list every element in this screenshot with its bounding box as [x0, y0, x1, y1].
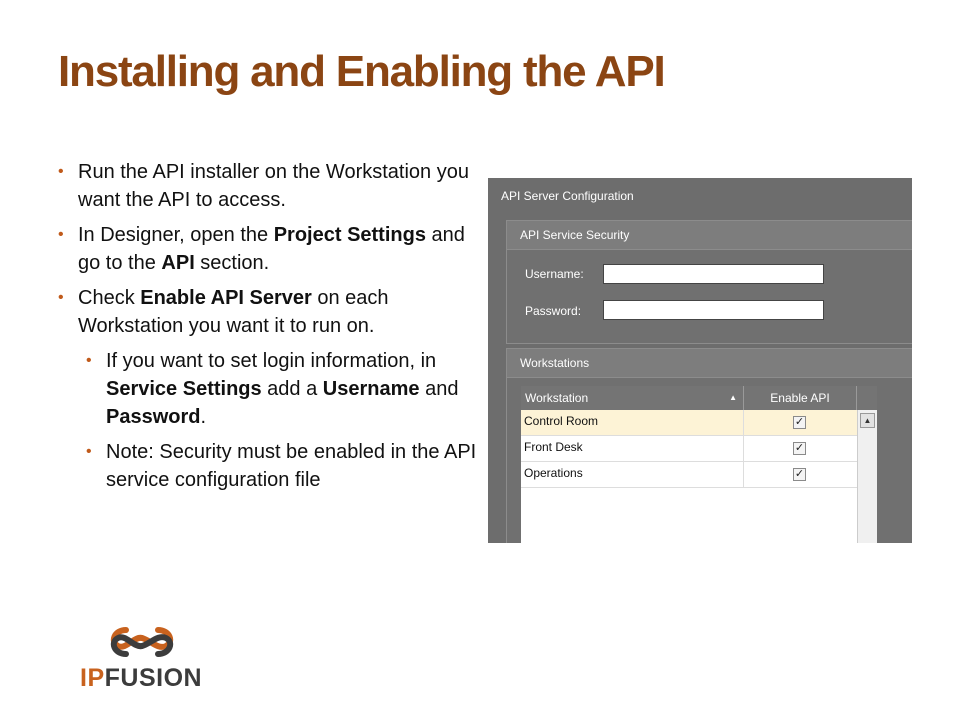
sort-asc-icon: ▲ [729, 393, 737, 402]
bullet-text-segment: and go to the [78, 224, 465, 274]
column-header-enable-api[interactable] [744, 386, 857, 410]
ipfusion-knot-icon [80, 620, 210, 664]
password-input[interactable] [603, 300, 824, 320]
bullet-text-segment: add a [261, 378, 323, 400]
bullet-text-segment: Run the API installer on the Workstation you want the API to access. [78, 161, 469, 211]
bullet-text-segment: API [161, 252, 195, 274]
workstation-name: Operations [521, 462, 744, 488]
api-service-security-group [506, 220, 912, 344]
bullet-text-segment: In Designer, open the [78, 224, 274, 246]
api-server-configuration-panel [488, 178, 912, 543]
bullet-text-segment: Service Settings [106, 378, 262, 400]
workstations-header: Workstations [507, 349, 912, 378]
enable-api-cell [744, 436, 857, 462]
bullet-text-segment: Enable API Server [140, 287, 312, 309]
enable-api-checkbox[interactable]: ✓ [794, 442, 805, 454]
logo-text-fusion: FUSION [104, 664, 203, 692]
bullet-text-segment: section. [194, 252, 270, 274]
bullet-enable-api-server [58, 284, 478, 340]
enable-api-cell [744, 410, 857, 436]
bullet-text-segment: Check [78, 287, 141, 309]
column-header-workstation[interactable] [521, 386, 744, 410]
workstation-name: Control Room [521, 410, 744, 436]
bullet-login-information [86, 347, 478, 431]
slide-title: Installing and Enabling the API [58, 47, 665, 96]
bullet-text-segment: and [419, 378, 459, 400]
enable-api-checkbox[interactable]: ✓ [794, 468, 805, 480]
panel-title: API Server Configuration [501, 189, 634, 203]
password-label: Password: [525, 304, 582, 318]
logo-text-ip: IP [80, 664, 105, 692]
username-input[interactable] [603, 264, 824, 284]
bullet-text-segment: . [200, 406, 207, 428]
api-service-security-header: API Service Security [507, 221, 912, 250]
workstations-grid [521, 386, 877, 543]
bullet-run-installer [58, 158, 478, 214]
workstation-name: Front Desk [521, 436, 744, 462]
bullet-text-segment: Project Settings [273, 224, 426, 246]
column-header-enable-api-label: Enable API [770, 391, 830, 405]
enable-api-cell [744, 462, 857, 488]
bullet-text-segment: Username [322, 378, 420, 400]
bullet-list [58, 158, 478, 501]
table-row-control-room[interactable] [521, 410, 857, 436]
username-label: Username: [525, 267, 584, 281]
scroll-up-arrow-icon[interactable]: ▲ [860, 413, 875, 428]
bullet-security-note [86, 438, 478, 494]
enable-api-checkbox[interactable]: ✓ [794, 416, 805, 428]
bullet-text-segment: Note: Security must be enabled in the API service configuration file [106, 441, 477, 491]
header-scroll-spacer [857, 386, 877, 410]
bullet-text-segment: on each Workstation you want it to run on. [78, 287, 389, 337]
column-header-workstation-label: Workstation [525, 391, 589, 405]
bullet-text-segment: If you want to set login information, in [106, 350, 437, 372]
ipfusion-logo [80, 620, 210, 690]
logo-wordmark [80, 664, 202, 693]
table-row-front-desk[interactable] [521, 436, 857, 462]
bullet-open-project-settings [58, 221, 478, 277]
table-row-operations[interactable] [521, 462, 857, 488]
bullet-text-segment: Password [106, 406, 201, 428]
vertical-scrollbar[interactable] [857, 410, 877, 543]
